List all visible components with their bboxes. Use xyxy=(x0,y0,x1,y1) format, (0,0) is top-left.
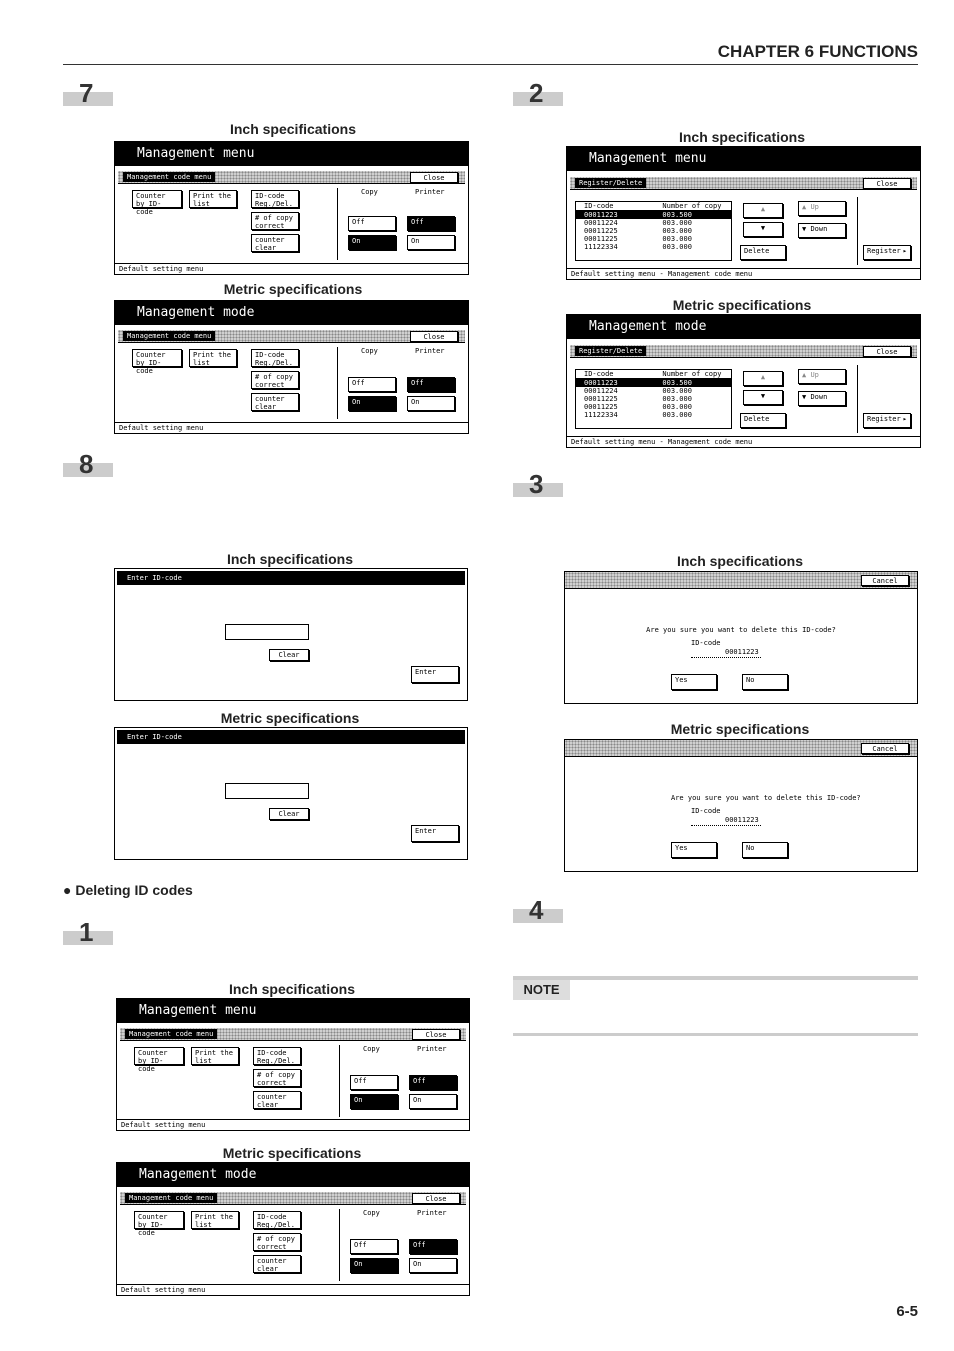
printer-off-button[interactable]: Off xyxy=(409,1239,457,1254)
list-item[interactable]: 00011225 003.000 xyxy=(584,227,692,235)
arrow-right-icon: ▸ xyxy=(902,415,907,423)
down-triangle-icon: ▼ xyxy=(802,225,811,233)
register-button[interactable] xyxy=(863,245,911,260)
up-label: Up xyxy=(810,203,819,211)
step-number: 7 xyxy=(79,78,94,108)
counter-by-id-button[interactable]: Counter by ID-code xyxy=(134,1047,184,1065)
list-item[interactable]: 00011224 003.000 xyxy=(584,387,692,395)
id-reg-del-button[interactable]: ID-code Reg./Del. xyxy=(251,349,299,367)
cancel-button[interactable]: Cancel xyxy=(861,575,909,586)
close-button[interactable]: Close xyxy=(410,172,458,183)
col-header-num: Number of copy xyxy=(662,370,722,378)
close-button[interactable]: Close xyxy=(863,346,911,357)
copy-label: Copy xyxy=(363,1209,380,1217)
screen-title: Management mode xyxy=(567,315,920,339)
screen-footer: Default setting menu xyxy=(115,422,468,433)
printer-on-button[interactable]: On xyxy=(407,396,455,411)
col-header-id: ID-code xyxy=(584,370,614,378)
note-bottom-rule xyxy=(513,1033,918,1036)
step-2-marker xyxy=(513,78,563,108)
list-item[interactable]: 00011225 003.000 xyxy=(584,403,692,411)
down-button[interactable] xyxy=(798,391,846,406)
copy-label: Copy xyxy=(363,1045,380,1053)
page-number: 6-5 xyxy=(896,1303,918,1320)
up-button[interactable] xyxy=(798,369,846,384)
note-top-rule xyxy=(513,976,918,980)
close-button[interactable]: Close xyxy=(863,178,911,189)
caption-inch: Inch specifications xyxy=(676,553,804,569)
confirm-question: Are you sure you want to delete this ID-code? xyxy=(671,794,861,802)
screen-title: Management menu xyxy=(567,147,920,171)
divider xyxy=(339,1045,340,1117)
counter-by-id-button[interactable]: Counter by ID-code xyxy=(134,1211,184,1229)
up-triangle-icon: ▲ xyxy=(802,203,811,211)
id-code-value: 00011223 xyxy=(725,816,759,824)
confirm-question: Are you sure you want to delete this ID-code? xyxy=(646,626,836,634)
counter-clear-button[interactable]: counter clear xyxy=(253,1255,301,1273)
id-underline xyxy=(691,657,761,658)
step-number: 8 xyxy=(79,449,94,479)
printer-on-button[interactable]: On xyxy=(409,1094,457,1109)
id-code-input[interactable] xyxy=(225,783,309,799)
id-reg-del-button[interactable]: ID-code Reg./Del. xyxy=(253,1047,301,1065)
step-number: 4 xyxy=(529,895,544,925)
id-code-input[interactable] xyxy=(225,624,309,640)
register-label: Register xyxy=(867,415,901,423)
print-list-button[interactable]: Print the list xyxy=(191,1047,239,1065)
management-screen xyxy=(114,141,469,275)
step-8-marker xyxy=(63,449,113,479)
id-code-list[interactable] xyxy=(575,201,732,261)
divider xyxy=(857,365,858,433)
screen-footer: Default setting menu - Management code menu xyxy=(567,436,920,447)
header-rule xyxy=(63,64,918,65)
screen-title: Management mode xyxy=(117,1163,469,1187)
col-header-id: ID-code xyxy=(584,202,614,210)
divider xyxy=(857,197,858,265)
copy-off-button[interactable]: Off xyxy=(348,377,396,392)
screen-footer: Default setting menu xyxy=(117,1119,469,1130)
step-7-marker xyxy=(63,78,113,108)
management-screen xyxy=(116,1162,470,1296)
screen-title: Management menu xyxy=(117,999,469,1023)
printer-off-button[interactable]: Off xyxy=(407,377,455,392)
step-number: 2 xyxy=(529,78,544,108)
register-delete-label: Register/Delete xyxy=(575,346,646,356)
register-delete-screen xyxy=(566,146,921,280)
list-item[interactable]: 00011225 003.000 xyxy=(584,395,692,403)
list-item[interactable]: 11122334 003.000 xyxy=(584,243,692,251)
no-button[interactable]: No xyxy=(742,842,788,858)
no-button[interactable]: No xyxy=(742,674,788,690)
counter-clear-button[interactable]: counter clear xyxy=(251,234,299,252)
copy-off-button[interactable]: Off xyxy=(350,1075,398,1090)
confirm-delete-screen xyxy=(564,571,918,704)
up-triangle-icon: ▲ xyxy=(802,371,811,379)
list-item[interactable]: 00011223 003.500 xyxy=(576,211,731,219)
enter-id-screen xyxy=(114,727,468,860)
step-number: 3 xyxy=(529,469,544,499)
screen-footer: Default setting menu xyxy=(115,263,468,274)
cancel-button[interactable]: Cancel xyxy=(861,743,909,754)
close-button[interactable]: Close xyxy=(412,1029,460,1040)
printer-on-button[interactable]: On xyxy=(409,1258,457,1273)
printer-label: Printer xyxy=(417,1209,447,1217)
copy-off-button[interactable]: Off xyxy=(350,1239,398,1254)
id-reg-del-button[interactable]: ID-code Reg./Del. xyxy=(251,190,299,208)
up-button[interactable] xyxy=(798,201,846,216)
down-button[interactable] xyxy=(798,223,846,238)
section-heading-deleting: ● Deleting ID codes xyxy=(63,882,193,898)
screen-title: Management menu xyxy=(115,142,468,166)
copy-on-button[interactable]: On xyxy=(350,1094,398,1109)
printer-label: Printer xyxy=(415,347,445,355)
id-code-label: ID-code xyxy=(691,639,721,647)
register-label: Register xyxy=(867,247,901,255)
down-label: Down xyxy=(810,225,828,233)
code-menu-label: Management code menu xyxy=(123,331,215,341)
copy-label: Copy xyxy=(361,347,378,355)
code-menu-label: Management code menu xyxy=(125,1029,217,1039)
clear-button[interactable]: Clear xyxy=(269,649,309,661)
arrow-right-icon: ▸ xyxy=(902,247,907,255)
enter-id-title: Enter ID-code xyxy=(127,574,182,582)
screen-footer: Default setting menu xyxy=(117,1284,469,1295)
caption-metric: Metric specifications xyxy=(223,281,363,297)
divider xyxy=(337,188,338,260)
scroll-up-arrow-icon[interactable]: ▲ xyxy=(743,203,783,218)
copy-label: Copy xyxy=(361,188,378,196)
divider xyxy=(337,347,338,419)
note-label: NOTE xyxy=(513,980,570,1000)
caption-inch: Inch specifications xyxy=(226,551,354,567)
id-underline xyxy=(691,825,761,826)
print-list-button[interactable]: Print the list xyxy=(191,1211,239,1229)
down-triangle-icon: ▼ xyxy=(802,393,811,401)
close-button[interactable]: Close xyxy=(410,331,458,342)
enter-button[interactable]: Enter xyxy=(411,825,459,842)
caption-metric: Metric specifications xyxy=(670,721,810,737)
printer-label: Printer xyxy=(415,188,445,196)
caption-metric: Metric specifications xyxy=(672,297,812,313)
up-label: Up xyxy=(810,371,819,379)
id-code-list[interactable] xyxy=(575,369,732,429)
yes-button[interactable]: Yes xyxy=(671,674,717,690)
step-number: 1 xyxy=(79,917,94,947)
counter-clear-button[interactable]: counter clear xyxy=(253,1091,301,1109)
copy-on-button[interactable]: On xyxy=(348,235,396,250)
printer-label: Printer xyxy=(417,1045,447,1053)
yes-button[interactable]: Yes xyxy=(671,842,717,858)
list-item[interactable]: 11122334 003.000 xyxy=(584,411,692,419)
copy-on-button[interactable]: On xyxy=(350,1258,398,1273)
management-screen xyxy=(116,998,470,1131)
clear-button[interactable]: Clear xyxy=(269,808,309,820)
printer-off-button[interactable]: Off xyxy=(407,216,455,231)
down-label: Down xyxy=(810,393,828,401)
code-menu-label: Management code menu xyxy=(123,172,215,182)
id-code-value: 00011223 xyxy=(725,648,759,656)
id-code-label: ID-code xyxy=(691,807,721,815)
id-reg-del-button[interactable]: ID-code Reg./Del. xyxy=(253,1211,301,1229)
step-4-marker xyxy=(513,895,563,925)
caption-metric: Metric specifications xyxy=(220,710,360,726)
step-3-marker xyxy=(513,469,563,499)
printer-on-button[interactable]: On xyxy=(407,235,455,250)
copy-correct-button[interactable]: # of copy correct xyxy=(251,212,299,230)
scroll-up-arrow-icon[interactable]: ▲ xyxy=(743,371,783,386)
close-button[interactable]: Close xyxy=(412,1193,460,1204)
scroll-down-arrow-icon[interactable]: ▼ xyxy=(743,390,783,405)
code-menu-label: Management code menu xyxy=(125,1193,217,1203)
divider xyxy=(339,1209,340,1281)
enter-id-title: Enter ID-code xyxy=(127,733,182,741)
list-item[interactable]: 00011223 003.500 xyxy=(576,379,731,387)
list-item[interactable]: 00011225 003.000 xyxy=(584,235,692,243)
copy-on-button[interactable]: On xyxy=(348,396,396,411)
register-delete-label: Register/Delete xyxy=(575,178,646,188)
counter-clear-button[interactable]: counter clear xyxy=(251,393,299,411)
register-delete-screen xyxy=(566,314,921,448)
scroll-down-arrow-icon[interactable]: ▼ xyxy=(743,222,783,237)
register-button[interactable] xyxy=(863,413,911,428)
step-1-marker xyxy=(63,917,113,947)
copy-correct-button[interactable]: # of copy correct xyxy=(253,1233,301,1251)
copy-correct-button[interactable]: # of copy correct xyxy=(253,1069,301,1087)
management-screen xyxy=(114,300,469,434)
printer-off-button[interactable]: Off xyxy=(409,1075,457,1090)
caption-inch: Inch specifications xyxy=(678,129,806,145)
list-item[interactable]: 00011224 003.000 xyxy=(584,219,692,227)
screen-title: Management mode xyxy=(115,301,468,325)
counter-by-id-button[interactable]: Counter by ID-code xyxy=(132,349,182,367)
delete-button[interactable]: Delete xyxy=(740,413,786,428)
caption-inch: Inch specifications xyxy=(228,981,356,997)
counter-by-id-button[interactable]: Counter by ID-code xyxy=(132,190,182,208)
delete-button[interactable]: Delete xyxy=(740,245,786,260)
copy-off-button[interactable]: Off xyxy=(348,216,396,231)
enter-button[interactable]: Enter xyxy=(411,666,459,683)
copy-correct-button[interactable]: # of copy correct xyxy=(251,371,299,389)
caption-inch: Inch specifications xyxy=(229,121,357,137)
caption-metric: Metric specifications xyxy=(222,1145,362,1161)
confirm-delete-screen xyxy=(564,739,918,872)
enter-id-screen xyxy=(114,568,468,701)
print-list-button[interactable]: Print the list xyxy=(189,349,237,367)
chapter-header: CHAPTER 6 FUNCTIONS xyxy=(717,42,918,61)
print-list-button[interactable]: Print the list xyxy=(189,190,237,208)
col-header-num: Number of copy xyxy=(662,202,722,210)
screen-footer: Default setting menu - Management code menu xyxy=(567,268,920,279)
